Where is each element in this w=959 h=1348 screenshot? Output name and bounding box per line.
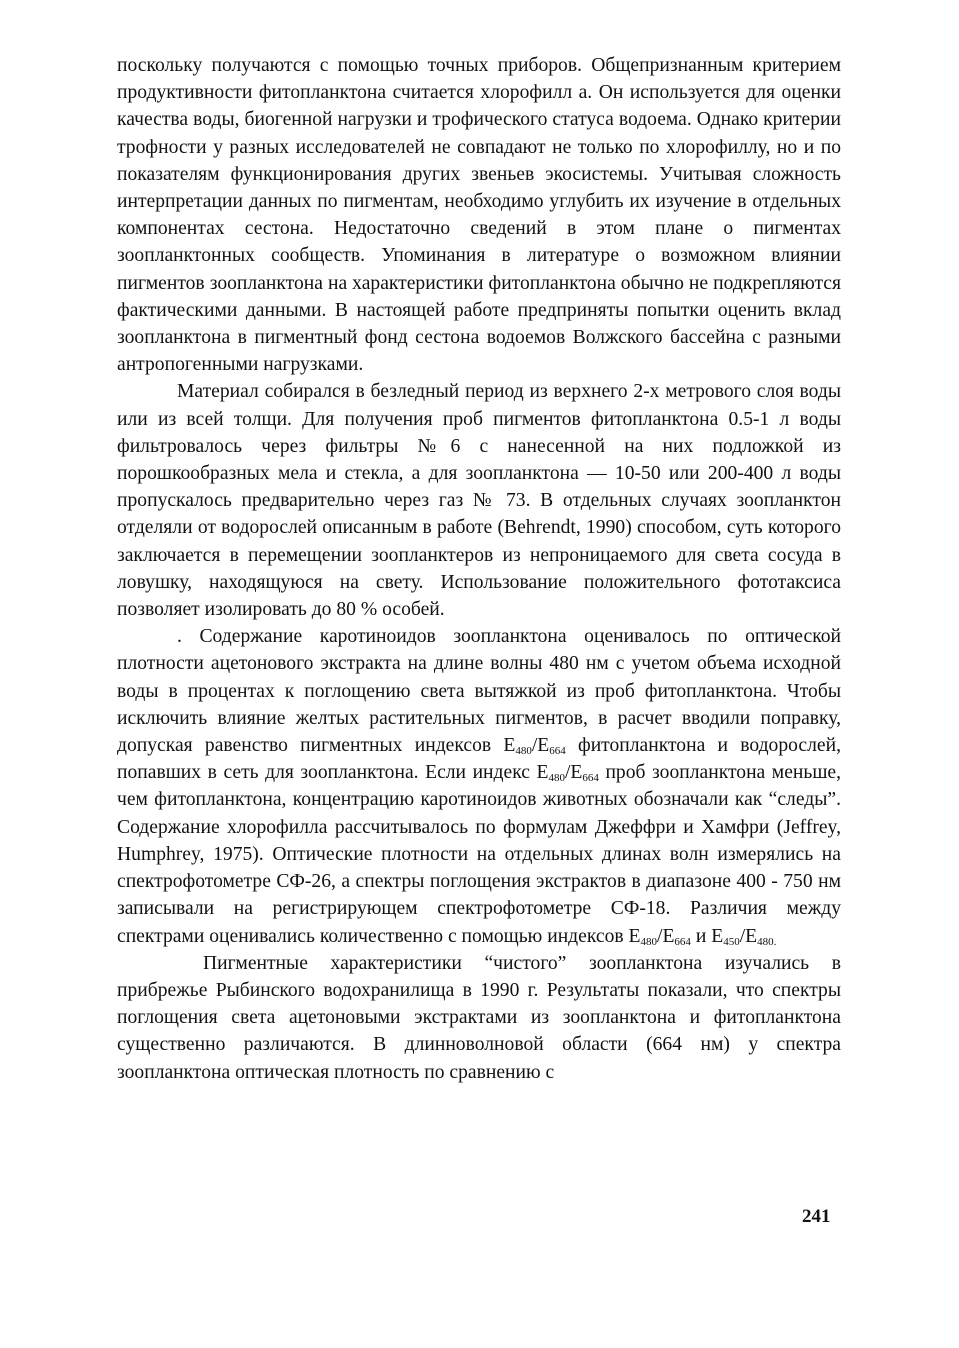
paragraph-3 [117, 623, 841, 949]
paragraph-4: Пигментные характеристики “чистого” зоопланктона изучались в прибрежье Рыбинского водохранилища в 1990 г. Результаты показали, что спектры поглощения света ацетоновыми экстрактами из зоопланктона и фитопланктона существенно различаются. В длинноволновой области (664 нм) у спектра зоопланктона оптическая плотность по сравнению с [117, 952, 841, 1083]
paragraph-3-text: и E [690, 925, 724, 947]
paragraph-3-text: фитопланктона и водорослей, попавших в сеть для зоопланктона. Если индекс E [117, 735, 841, 784]
subscript: 664 [549, 745, 566, 758]
subscript: 480 [640, 935, 657, 948]
paragraph-3-text: /E [657, 925, 675, 947]
subscript: 480. [757, 935, 777, 948]
body-text [117, 52, 841, 1086]
page-number: 241 [802, 1206, 831, 1227]
paragraph-3-text: проб зоопланктона меньше, чем фитопланктона, концентрацию каротиноидов животных обозначали как “следы”. Содержание хлорофилла рассчитывалось по формулам Джеффри и Хамфри (Jeffrey, Humphrey, 1975). Оптические плотности на отдельных длинах волн измерялись на спектрофотометре СФ-26, а спектры поглощения экстрактов в диапазоне 400 - 750 нм записывали на регистрирующем спектрофотометре СФ-18. Различия между спектрами оценивались количественно с помощью индексов E [117, 762, 842, 947]
paragraph-1: поскольку получаются с помощью точных приборов. Общепризнанным критерием продуктивности фитопланктона считается хлорофилл а. Он используется для оценки качества воды, биогенной нагрузки и трофического статуса водоема. Однако критерии трофности у разных исследователей не совпадают не только по хлорофиллу, но и по показателям функционирования других звеньев экосистемы. Учитывая сложность интерпретации данных по пигментам, необходимо углубить их изучение в отдельных компонентах сестона. Недостаточно сведений в этом плане о пигментах зоопланктонных сообществ. Упоминания в литературе о возможном влиянии пигментов зоопланктона на характеристики фитопланктона обычно не подкрепляются фактическими данными. В настоящей работе предприняты попытки оценить вклад зоопланктона в пигментный фонд сестона водоемов Волжского бассейна с разными антропогенными нагрузками. [117, 55, 841, 376]
paragraph-3-text: /E [564, 762, 583, 784]
subscript: 450 [723, 935, 740, 948]
paragraph-2: Материал собирался в безледный период из верхнего 2-х метрового слоя воды или из всей толщи. Для получения проб пигментов фитопланктона 0.5-1 л воды фильтровалось через фильтры №6 с нанесенной на них подложкой из порошкообразных мела и стекла, а для зоопланктона — 10-50 или 200-400 л воды пропускалось предварительно через газ № 73. В отдельных случаях зоопланктон отделяли от водорослей описанным в работе (Behrendt, 1990) способом, суть которого заключается в перемещении зоопланктеров из непроницаемого для света сосуда в ловушку, находящуюся на свету. Использование положительного фототаксиса позволяет изолировать до 80 % особей. [117, 381, 841, 621]
subscript: 480 [548, 772, 565, 785]
subscript: 480 [515, 745, 532, 758]
paragraph-3-text: /E [739, 925, 758, 947]
paragraph-3-text: . Содержание каротиноидов зоопланктона оценивалось по оптической плотности ацетонового экстракта на длине волны 480 нм с учетом объема исходной воды в процентах к поглощению света вытяжкой из проб фитопланктона. Чтобы исключить влияние желтых растительных пигментов, в расчет вводили поправку, допуская равенство пигментных индексов E [117, 626, 841, 757]
paragraph-3-text: /E [531, 735, 550, 757]
subscript: 664 [582, 772, 599, 785]
subscript: 664 [674, 935, 691, 948]
